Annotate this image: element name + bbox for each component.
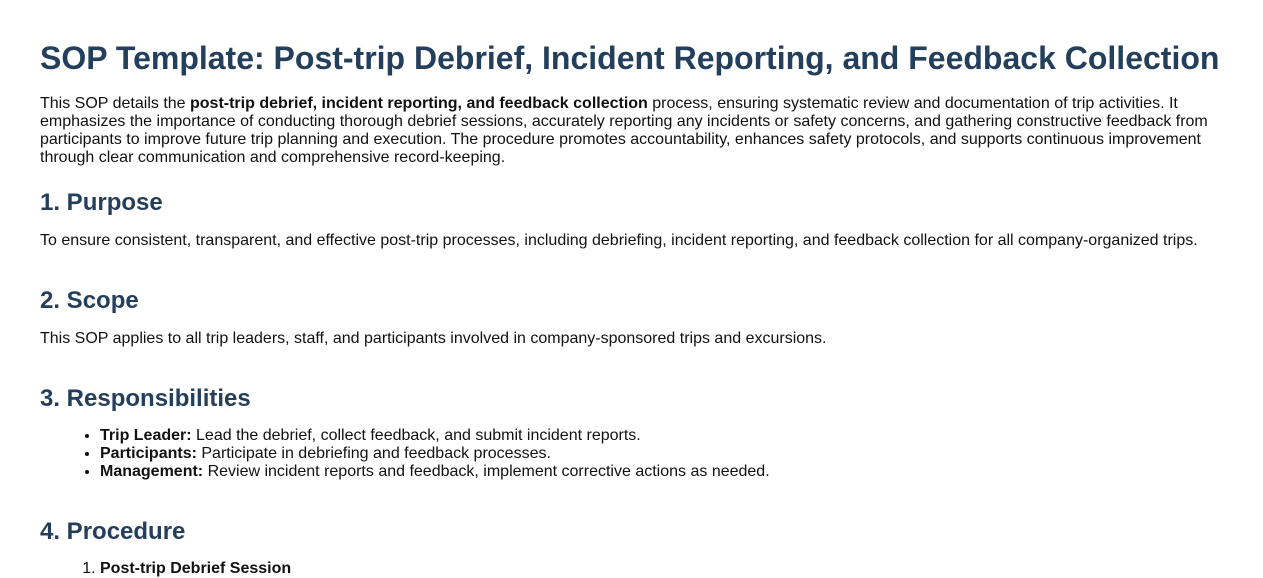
- role-label: Participants:: [100, 445, 197, 462]
- section-procedure: [40, 518, 1223, 578]
- section-purpose: [40, 189, 1223, 250]
- list-item: [100, 463, 1223, 481]
- purpose-body: To ensure consistent, transparent, and effective post-trip processes, including debriefing, incident reporting, and feedback collection for all company-organized trips.: [40, 232, 1198, 249]
- role-text: Review incident reports and feedback, implement corrective actions as needed.: [203, 463, 770, 480]
- page-title: SOP Template: Post-trip Debrief, Incident Reporting, and Feedback Collection: [40, 40, 1220, 76]
- responsibilities-list: [40, 427, 1223, 481]
- intro-bold: post-trip debrief, incident reporting, and feedback collection: [190, 95, 648, 112]
- section-scope: [40, 287, 1223, 348]
- intro-paragraph: [40, 95, 1223, 167]
- procedure-steps: [40, 560, 1223, 578]
- role-text: Lead the debrief, collect feedback, and submit incident reports.: [191, 427, 641, 444]
- responsibilities-heading: 3. Responsibilities: [40, 385, 251, 412]
- purpose-heading: 1. Purpose: [40, 189, 163, 216]
- role-label: Trip Leader:: [100, 427, 192, 444]
- section-responsibilities: [40, 385, 1223, 481]
- role-text: Participate in debriefing and feedback processes.: [196, 445, 551, 462]
- list-item: [100, 560, 1223, 578]
- scope-heading: 2. Scope: [40, 287, 139, 314]
- scope-body: This SOP applies to all trip leaders, staff, and participants involved in company-sponsored trips and excursions.: [40, 330, 827, 347]
- list-item: [100, 427, 1223, 445]
- list-item: [100, 445, 1223, 463]
- role-label: Management:: [100, 463, 204, 480]
- procedure-heading: 4. Procedure: [40, 518, 186, 545]
- step-title: Post-trip Debrief Session: [100, 560, 292, 577]
- intro-rest: process, ensuring systematic review and documentation of trip activities. It emphasizes the importance of conducting thorough debrief sessions, accurately reporting any incidents or safety concerns, and gathering constructive feedback from participants to improve future trip planning and execution. The procedure promotes accountability, enhances safety protocols, and supports continuous improvement through clear communication and comprehensive record-keeping.: [40, 95, 1208, 166]
- intro-lead: This SOP details the: [40, 95, 190, 112]
